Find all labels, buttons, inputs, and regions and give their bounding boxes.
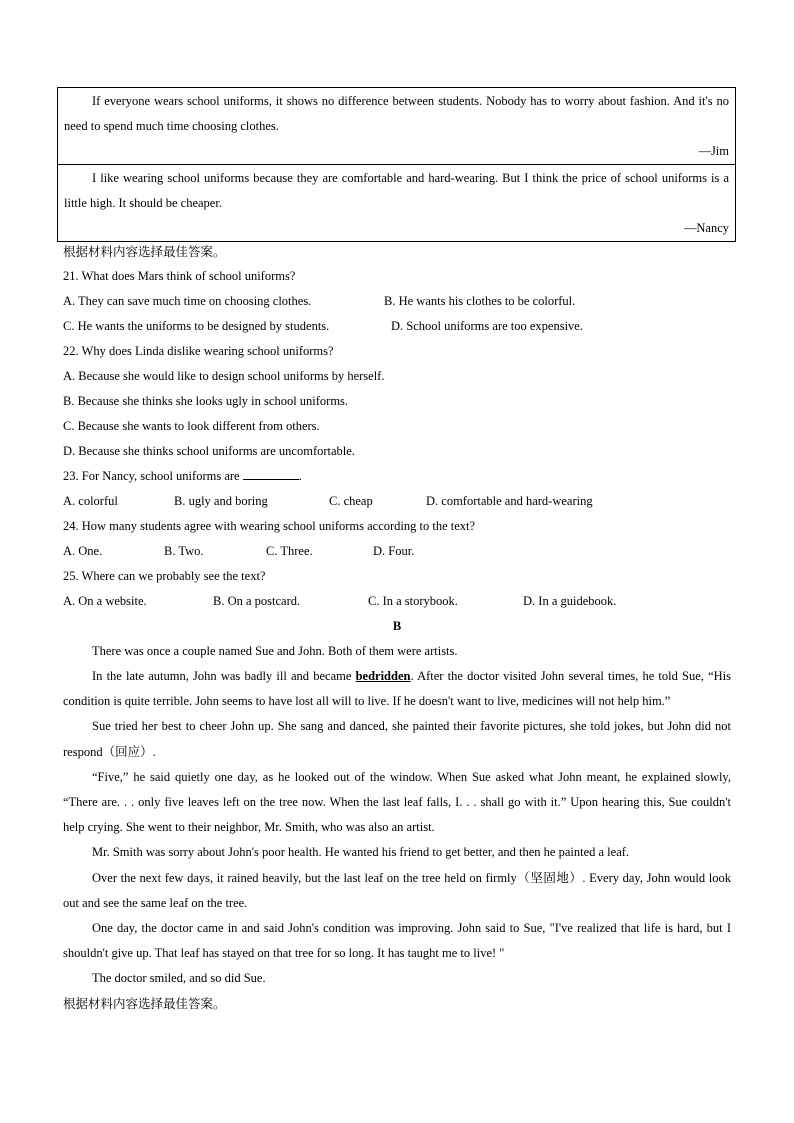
option-b[interactable]: B. On a postcard. xyxy=(213,594,301,608)
story-text: In the late autumn, John was badly ill and became xyxy=(92,669,352,683)
question-stem xyxy=(63,464,731,489)
option-b[interactable]: B. Because she thinks she looks ugly in school uniforms. xyxy=(63,394,349,408)
option-a[interactable]: A. Because she would like to design school uniforms by herself. xyxy=(63,369,385,383)
story-paragraph: Mr. Smith was sorry about John's poor health. He wanted his friend to get better, and then he painted a leaf. xyxy=(92,845,630,859)
opinion-signature: —Jim xyxy=(698,144,729,158)
stem-end: . xyxy=(298,469,302,483)
option-d[interactable]: D. Four. xyxy=(373,544,415,558)
opinion-text: I like wearing school uniforms because they are comfortable and hard-wearing. But I think the price of school uniforms is a little high. It should be cheaper. xyxy=(64,171,729,210)
opinion-jim xyxy=(58,88,735,164)
story-paragraph xyxy=(63,865,731,916)
story-paragraph: The doctor smiled, and so did Sue. xyxy=(92,971,266,985)
story-paragraph xyxy=(63,664,731,714)
options-row xyxy=(63,314,731,339)
question-stem: 25. Where can we probably see the text? xyxy=(63,569,266,583)
options-row xyxy=(63,589,731,614)
option-d[interactable]: D. In a guidebook. xyxy=(523,594,617,608)
instruction: 根据材料内容选择最佳答案。 xyxy=(63,244,226,259)
opinion-text: If everyone wears school uniforms, it shows no difference between students. Nobody has to worry about fashion. And it's no need to spend much time choosing clothes. xyxy=(64,94,729,133)
vocab-word: bedridden xyxy=(355,669,411,683)
opinions-table xyxy=(57,87,736,242)
story-paragraph xyxy=(63,714,731,765)
option-b[interactable]: B. He wants his clothes to be colorful. xyxy=(384,294,576,308)
option-c[interactable]: C. Because she wants to look different from others. xyxy=(63,419,320,433)
question-stem: 24. How many students agree with wearing school uniforms according to the text? xyxy=(63,519,476,533)
section-heading: B xyxy=(392,619,402,633)
answer-blank xyxy=(243,465,299,480)
story-text: . Every day, John would look out and see the same leaf on the tree. xyxy=(63,871,731,910)
story-text: . After the doctor visited John several times, he told Sue, “His condition is quite terrible. John seems to have lost all will to live. If he doesn't want to live, medicines will not help him.” xyxy=(63,669,731,708)
option-a[interactable]: A. On a website. xyxy=(63,594,147,608)
option-b[interactable]: B. ugly and boring xyxy=(174,494,268,508)
story-paragraph: “Five,” he said quietly one day, as he looked out of the window. When Sue asked what John meant, he explained slowly, “There are. . . only five leaves left on the tree now. When the last leaf falls, I. . . shall go with it.” Upon hearing this, Sue couldn't help crying. She went to their neighbor, Mr. Smith, who was also an artist. xyxy=(63,770,731,834)
option-c[interactable]: C. cheap xyxy=(329,494,373,508)
story-paragraph: There was once a couple named Sue and John. Both of them were artists. xyxy=(92,644,458,658)
opinion-nancy xyxy=(58,164,735,241)
option-b[interactable]: B. Two. xyxy=(164,544,204,558)
gloss: （坚固地） xyxy=(516,870,583,885)
story-text: Over the next few days, it rained heavily, but the last leaf on the tree held on firmly xyxy=(92,871,517,885)
option-a[interactable]: A. One. xyxy=(63,544,103,558)
option-a[interactable]: A. They can save much time on choosing clothes. xyxy=(63,294,312,308)
opinion-signature: —Nancy xyxy=(683,221,729,235)
instruction: 根据材料内容选择最佳答案。 xyxy=(63,996,226,1011)
options-row xyxy=(63,289,731,314)
stem-text: 23. For Nancy, school uniforms are xyxy=(63,469,240,483)
story-paragraph: One day, the doctor came in and said John's condition was improving. John said to Sue, "I've realized that life is hard, but I shouldn't give up. That leaf has stayed on that tree for so long. It has taught me to live! " xyxy=(63,921,731,960)
gloss: （回应） xyxy=(102,744,153,759)
option-d[interactable]: D. comfortable and hard-wearing xyxy=(426,494,593,508)
option-a[interactable]: A. colorful xyxy=(63,494,118,508)
story-text: . xyxy=(152,745,156,759)
question-stem: 22. Why does Linda dislike wearing school uniforms? xyxy=(63,344,334,358)
question-stem: 21. What does Mars think of school uniforms? xyxy=(63,269,296,283)
option-d[interactable]: D. Because she thinks school uniforms are uncomfortable. xyxy=(63,444,355,458)
option-d[interactable]: D. School uniforms are too expensive. xyxy=(391,319,583,333)
options-row xyxy=(63,489,731,514)
options-row xyxy=(63,539,731,564)
option-c[interactable]: C. Three. xyxy=(266,544,313,558)
story-text: Sue tried her best to cheer John up. She sang and danced, she painted their favorite pictures, she told jokes, but John did not respond xyxy=(63,719,731,759)
option-c[interactable]: C. He wants the uniforms to be designed by students. xyxy=(63,319,330,333)
option-c[interactable]: C. In a storybook. xyxy=(368,594,458,608)
main-content xyxy=(63,239,731,1016)
